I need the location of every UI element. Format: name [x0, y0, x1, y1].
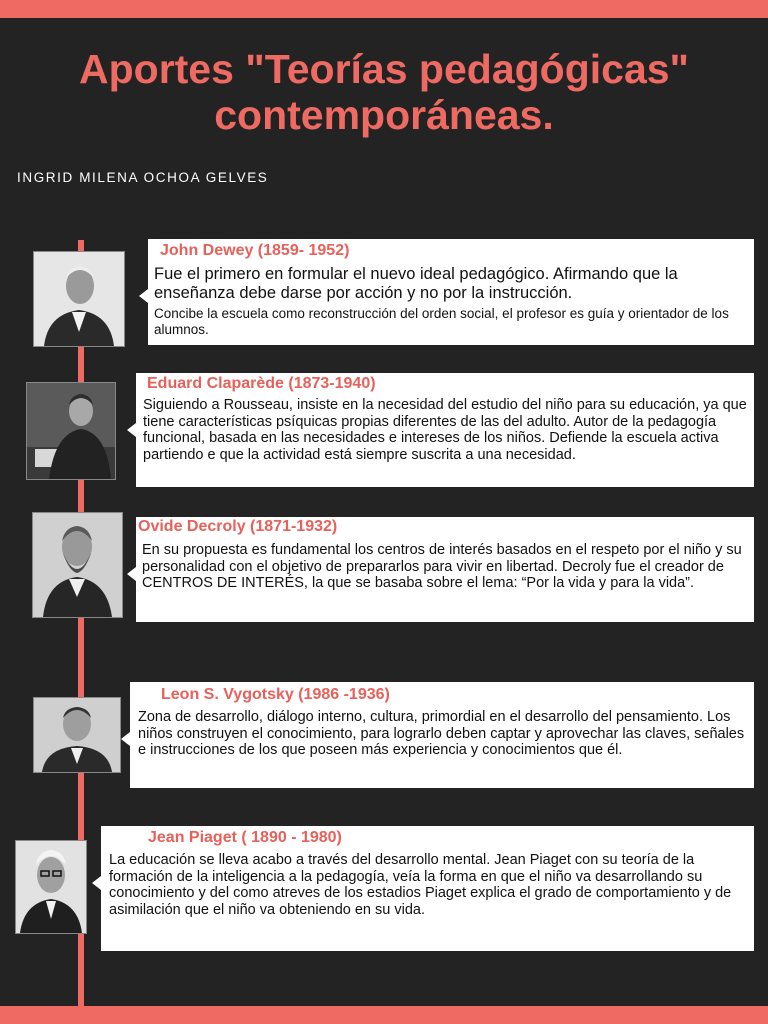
portrait-vygotsky	[33, 697, 121, 773]
portrait-dewey	[33, 251, 125, 347]
portrait-piaget	[15, 840, 87, 934]
card-piaget	[101, 826, 754, 951]
card-claparede	[136, 373, 754, 487]
card-vygotsky	[130, 682, 754, 788]
text-decroly: En su propuesta es fundamental los centros de interés basados en el respeto por el niño y su personalidad con el objetivo de prepararlos para vivir en libertad. Decroly fue el creador de CENTROS DE INTERÉS, la que se basaba sobre el lema: “Por la vida y para la vida”.	[142, 542, 742, 592]
name-vygotsky: Leon S. Vygotsky (1986 -1936)	[161, 686, 390, 703]
portrait-decroly	[32, 512, 123, 618]
title-line-2: contemporáneas.	[214, 92, 554, 138]
portrait-claparede	[26, 382, 116, 480]
title-line-1: Aportes "Teorías pedagógicas"	[79, 46, 689, 92]
portrait-vygotsky-image	[34, 698, 120, 772]
page-title	[0, 46, 768, 138]
text-dewey-small: Concibe la escuela como reconstrucción del orden social, el profesor es guía y orientador de los alumnos.	[154, 306, 729, 337]
card-decroly	[136, 517, 754, 622]
portrait-piaget-image	[16, 841, 86, 933]
portrait-claparede-image	[27, 383, 115, 479]
portrait-dewey-image	[34, 252, 124, 346]
text-vygotsky: Zona de desarrollo, diálogo interno, cultura, primordial en el desarrollo del pensamiento. Los niños construyen el conocimiento, para lograrlo deben captar y aprovechar las claves, señales e instrucciones de los que poseen más experiencia y conocimientos que él.	[138, 709, 745, 759]
author-name: INGRID MILENA OCHOA GELVES	[17, 170, 269, 185]
text-piaget: La educación se lleva acabo a través del desarrollo mental. Jean Piaget con su teoría de la formación de la inteligencia a la pedagogía, veía la forma en que el niño va desarrollando su conocimiento y del como atreves de los estadios Piaget explica el grado de comportamiento y de asimilación que el niño va obteniendo en su vida.	[109, 852, 732, 919]
portrait-decroly-image	[33, 513, 122, 617]
name-piaget: Jean Piaget ( 1890 - 1980)	[148, 829, 342, 846]
name-dewey: John Dewey (1859- 1952)	[160, 242, 350, 259]
bottom-accent-bar	[0, 1006, 768, 1024]
card-dewey	[148, 239, 754, 345]
name-claparede: Eduard Claparède (1873-1940)	[147, 375, 376, 392]
top-accent-bar	[0, 0, 768, 18]
text-claparede: Siguiendo a Rousseau, insiste en la necesidad del estudio del niño para su educación, ya que tiene características psíquicas propias diferentes de las del adulto. Autor de la pedagogía funcional, basada en las necesidades e intereses de los niños. Defiende la escuela activa partiendo e que la actividad está siempre suscrita a una necesidad.	[143, 397, 747, 464]
name-decroly: Ovide Decroly (1871-1932)	[138, 518, 338, 535]
text-dewey-large: Fue el primero en formular el nuevo ideal pedagógico. Afirmando que la enseñanza debe darse por acción y no por la instrucción.	[154, 265, 678, 302]
